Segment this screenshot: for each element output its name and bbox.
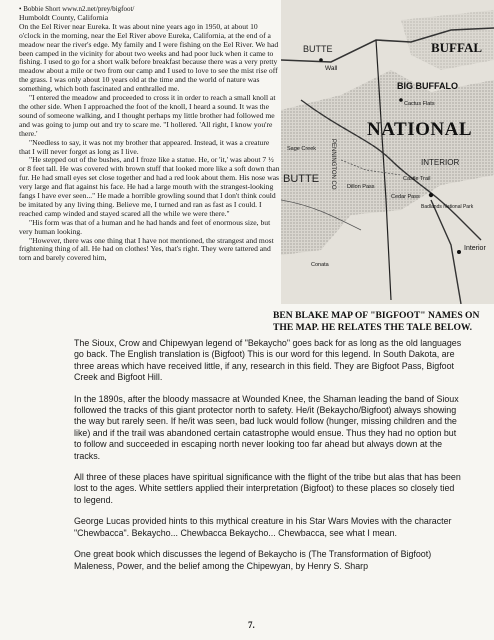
article-paragraph-5: One great book which discusses the legend of Bekaycho is (The Transformation of Bigfoot) Maleness, Power, and the belief among the Chipewyan, by Henry S. Sharp xyxy=(74,549,432,571)
map-label-pennington: PENNINGTON CO xyxy=(330,139,336,190)
map-label-interior-town: Interior xyxy=(464,245,486,252)
story-paragraph-5: "His form was that of a human and he had hands and feet of enormous size, but very human looking. xyxy=(19,217,271,236)
interior-town-marker xyxy=(457,250,461,254)
map-label-big-buffalo: BIG BUFFALO xyxy=(397,81,458,91)
article-paragraph-2: In the 1890s, after the bloody massacre at Wounded Knee, the Shaman leading the band of Sioux followed the tracks of this giant protector north to safety. He/it (Bekaycho/Bigfoot) always showing the way but rarely seen. If he/it was seen, bad luck would follow (hunger, missing children and the like) and if the trail was abandoned certain catastrophe would ensue. Thus they had no option but to follow and succeeded in escaping north never looking too far ahead but always down at the tracks. xyxy=(74,393,459,461)
eyewitness-account-column xyxy=(19,5,281,263)
map-label-cedar-pass: Cedar Pass xyxy=(391,194,420,200)
legend-article xyxy=(74,338,464,582)
map-graphic xyxy=(281,0,494,304)
source-line: • Bobbie Short www.n2.net/prey/bigfoot/ xyxy=(19,5,135,13)
map-label-butte-mid: BUTTE xyxy=(283,173,320,185)
map-label-wall: Wall xyxy=(325,65,338,72)
story-paragraph-6: "However, there was one thing that I have not mentioned, the strangest and most frightening thing of all. He had on clothes! Yes, that's right. They were tattered and torn and barely covered him, xyxy=(19,235,274,263)
article-paragraph-3: All three of these places have spiritual significance with the flight of the tribe but alas that has been lost to the ages. White settlers applied their interpretation (Bigfoot) to these places so closely tied to legend. xyxy=(74,472,461,505)
park-hq-marker xyxy=(429,193,433,197)
map-label-buffalo: BUFFAL xyxy=(431,40,483,55)
source-url: Bobbie Short www.n2.net/prey/bigfoot/ xyxy=(23,5,135,13)
map-label-cactus-flats: Cactus Flats xyxy=(404,101,435,107)
page-number: 7. xyxy=(248,620,255,630)
map-label-castle-trail: Castle Trail xyxy=(403,176,431,182)
source-location: Humboldt County, California xyxy=(19,12,109,22)
map-label-butte-top: BUTTE xyxy=(303,44,333,54)
article-paragraph-1: The Sioux, Crow and Chipewyan legend of "Bekaycho" goes back for as long as the old languages go back. The English translation is (Bigfoot) This is our word for this legend. In South Dakota, are three areas which have received little, if any, research in this field. They are Bigfoot Pass, Bigfoot Creek and Bigfoot Hill. xyxy=(74,338,462,383)
map-label-dillon-pass: Dillon Pass xyxy=(347,184,375,190)
story-paragraph-4: "He stepped out of the bushes, and I froze like a statue. He, or 'it,' was about 7 ½ or 8 feet tall. He was covered with brown stuff that looked more like a soft down than fur. He had small eyes set close together and had a red look about them. His nose was very large and flat against his face. He had a large mouth with the strangest-looking fangs I have ever seen..." He made a horrible growling sound that I don't think could be imitated by any living thing. Believe me, I turned and ran as fast as I could. I reached camp winded and stayed scared all the while we were there." xyxy=(19,155,280,218)
map-label-interior-region: INTERIOR xyxy=(421,158,460,167)
map-label-badlands-np: Badlands National Park xyxy=(421,204,474,210)
badlands-map xyxy=(281,0,494,304)
map-label-conata: Conata xyxy=(311,262,329,268)
map-caption: BEN BLAKE MAP OF "BIGFOOT" NAMES ON THE MAP. HE RELATES THE TALE BELOW. xyxy=(273,310,480,333)
map-label-sage-creek: Sage Creek xyxy=(287,146,317,152)
story-paragraph-2: "I entered the meadow and proceeded to cross it in order to reach a small knoll at the other side. When I approached the foot of the knoll, I heard a sound. It was the sound of someone walking, and I thought perhaps my little brother had followed me and was going to jump out and try to scare me. "I hollered. 'All right, I know you're there.' xyxy=(19,93,276,138)
cactus-flats-marker xyxy=(399,98,403,102)
story-paragraph-3: "Needless to say, it was not my brother that appeared. Instead, it was a creature that I will never forget as long as I live. xyxy=(19,137,270,156)
map-label-national: NATIONAL xyxy=(367,119,472,140)
article-paragraph-4: George Lucas provided hints to this mythical creature in his Star Wars Movies with the character "Chewbacca". Bekaycho... Chewbacca Bekaycho... Chewbacca, see what I mean. xyxy=(74,516,452,538)
story-paragraph-1: On the Eel River near Eureka. It was about nine years ago in 1950, at about 10 o'clock in the morning, near the Eel River above Eureka, California, at the end of a meadow near the river's edge. My family and I were fishing on the Eel River. We had been camped in the vicinity for about two weeks and had poor luck when it came to fishing. I used to go for a short walk before breakfast because there was a very pretty meadow about a mile or two from our camp and I used to love to see the mist rise off the grass. I was only about 10 years old at the time and the world of nature was something, which both fascinated and enthralled me. xyxy=(19,21,279,94)
wall-marker xyxy=(319,58,323,62)
